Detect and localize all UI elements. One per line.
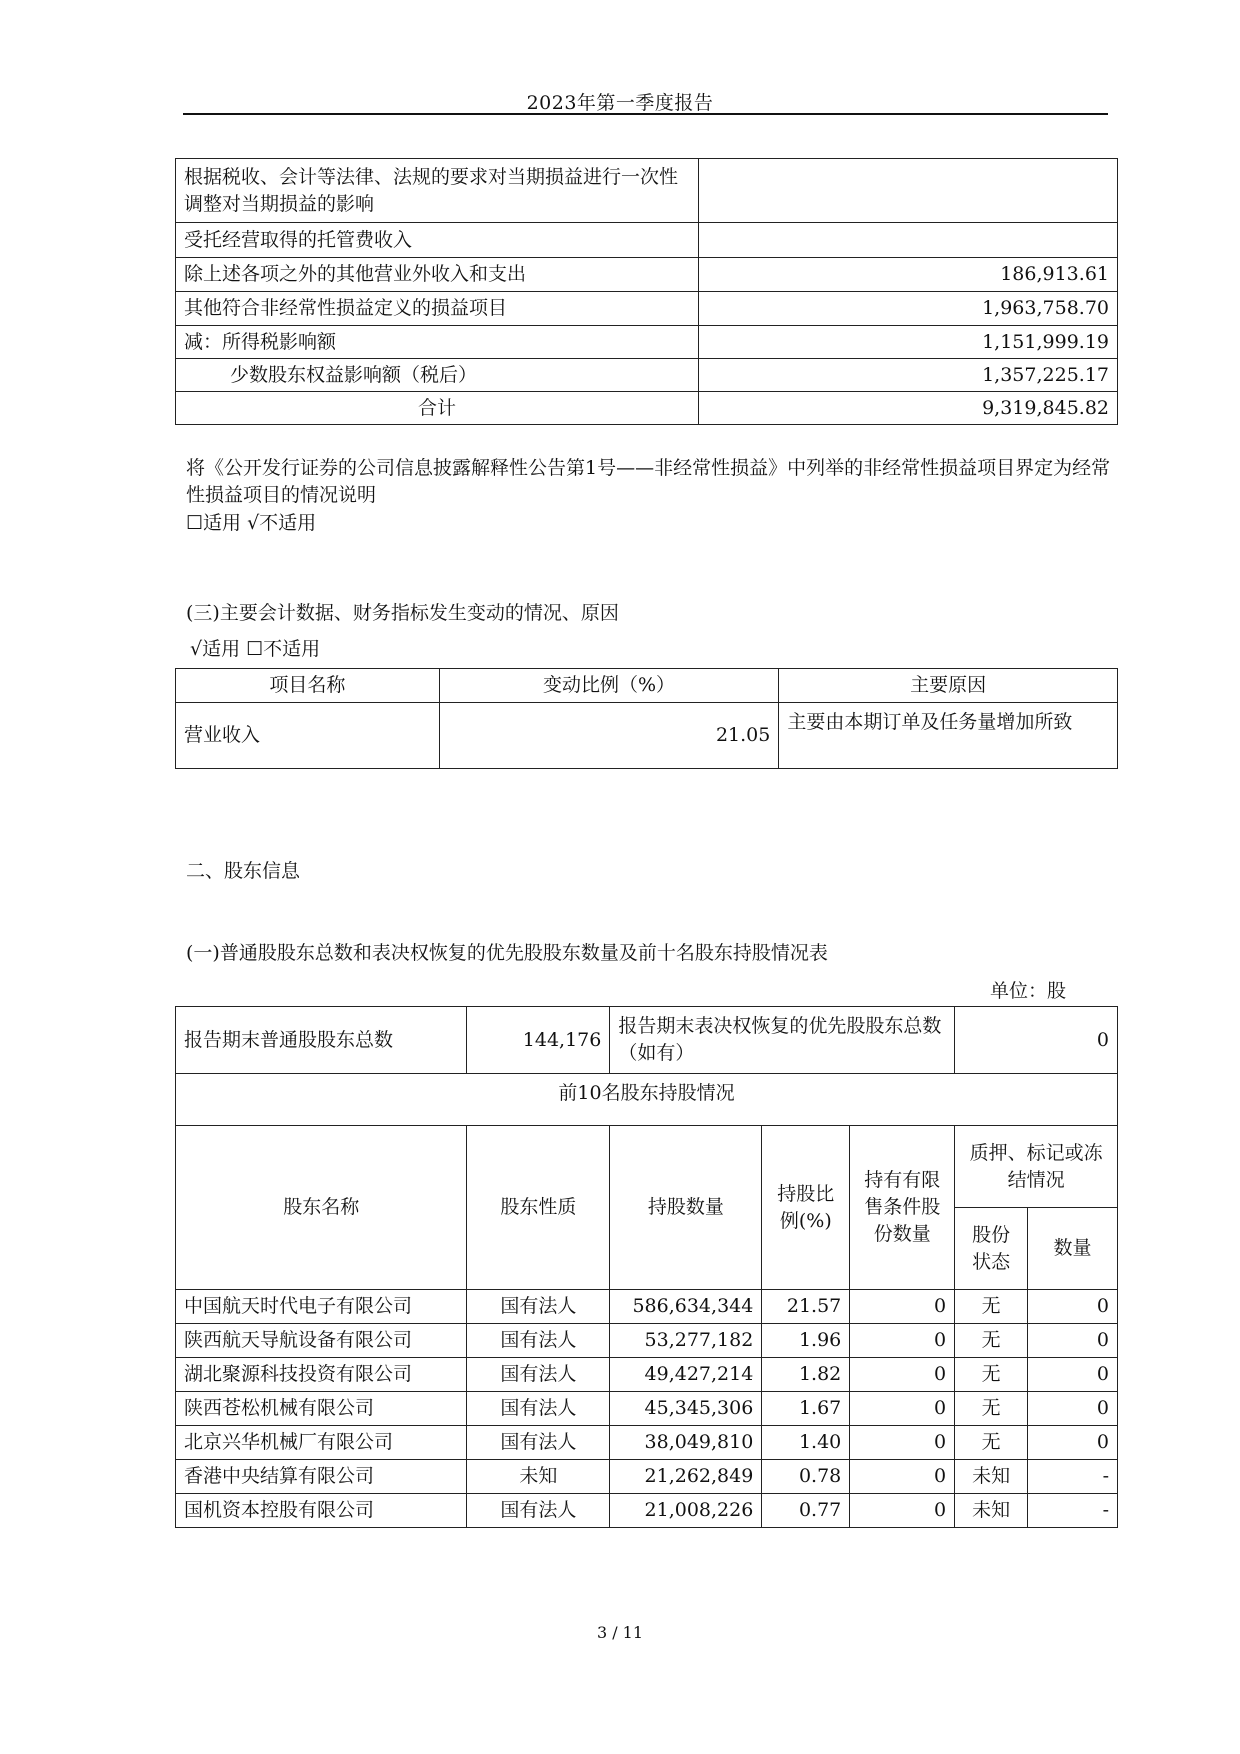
holder-restricted: 0: [850, 1460, 955, 1494]
holder-status: 无: [955, 1392, 1028, 1426]
table-row: [176, 1290, 1118, 1324]
row-label: 少数股东权益影响额（税后）: [176, 359, 699, 392]
col-header-restricted: 持有有限售条件股份数量: [850, 1126, 955, 1290]
ratio-cell: 21.05: [439, 703, 779, 769]
holder-shares: 21,262,849: [610, 1460, 762, 1494]
holder-shares: 38,049,810: [610, 1426, 762, 1460]
row-label: 减：所得税影响额: [176, 326, 699, 359]
holder-nature: 国有法人: [467, 1324, 610, 1358]
col-header-shares: 持股数量: [610, 1126, 762, 1290]
col-header-nature: 股东性质: [467, 1126, 610, 1290]
holder-nature: 国有法人: [467, 1494, 610, 1528]
common-holders-label: 报告期末普通股股东总数: [176, 1007, 467, 1074]
table-row: [176, 326, 1118, 359]
col-header-pledge: 质押、标记或冻结情况: [955, 1126, 1118, 1208]
holder-restricted: 0: [850, 1358, 955, 1392]
row-value: 1,963,758.70: [699, 292, 1118, 326]
holder-ratio: 1.40: [762, 1426, 850, 1460]
holder-ratio: 1.67: [762, 1392, 850, 1426]
note-options: ☐适用 √不适用: [186, 512, 317, 534]
col-header: 项目名称: [176, 669, 440, 703]
row-label: 合计: [176, 392, 699, 425]
holder-qty: 0: [1028, 1324, 1118, 1358]
col-header: 变动比例（%）: [439, 669, 779, 703]
common-holders-value: 144,176: [467, 1007, 610, 1074]
holder-qty: 0: [1028, 1358, 1118, 1392]
holder-qty: 0: [1028, 1426, 1118, 1460]
change-table: [175, 668, 1118, 769]
nonrecurring-table: [175, 158, 1118, 425]
holder-qty: -: [1028, 1460, 1118, 1494]
holder-status: 无: [955, 1290, 1028, 1324]
holder-restricted: 0: [850, 1324, 955, 1358]
item-cell: 营业收入: [176, 703, 440, 769]
page-header-title: 2023年第一季度报告: [526, 92, 714, 114]
holder-name: 中国航天时代电子有限公司: [176, 1290, 467, 1324]
row-value: [699, 159, 1118, 223]
unit-label: 单位：股: [990, 980, 1067, 1002]
section2-subtitle: (一)普通股股东总数和表决权恢复的优先股股东数量及前十名股东持股情况表: [186, 942, 828, 964]
section3-options: √适用 ☐不适用: [190, 638, 321, 660]
page-number: 3 / 11: [596, 1623, 644, 1642]
pref-holders-value: 0: [955, 1007, 1118, 1074]
top10-title-row: [176, 1074, 1118, 1126]
holder-ratio: 0.78: [762, 1460, 850, 1494]
holder-shares: 49,427,214: [610, 1358, 762, 1392]
table-row: [176, 1426, 1118, 1460]
table-row: [176, 1324, 1118, 1358]
holder-restricted: 0: [850, 1426, 955, 1460]
table-row: [176, 292, 1118, 326]
holder-nature: 国有法人: [467, 1290, 610, 1324]
row-label: 除上述各项之外的其他营业外收入和支出: [176, 258, 699, 292]
holder-name: 湖北聚源科技投资有限公司: [176, 1358, 467, 1392]
holder-status: 未知: [955, 1494, 1028, 1528]
table-row: [176, 703, 1118, 769]
section2-title: 二、股东信息: [186, 860, 301, 882]
holder-shares: 21,008,226: [610, 1494, 762, 1528]
row-label: 根据税收、会计等法律、法规的要求对当期损益进行一次性调整对当期损益的影响: [176, 159, 699, 223]
holder-qty: 0: [1028, 1392, 1118, 1426]
holder-status: 未知: [955, 1460, 1028, 1494]
reason-cell: 主要由本期订单及任务量增加所致: [779, 703, 1118, 769]
header-divider: [183, 113, 1108, 115]
note-paragraph: 将《公开发行证券的公司信息披露解释性公告第1号——非经常性损益》中列举的非经常性损益项目界定为经常性损益项目的情况说明: [186, 457, 1111, 506]
holder-name: 北京兴华机械厂有限公司: [176, 1426, 467, 1460]
holder-nature: 国有法人: [467, 1392, 610, 1426]
row-value: [699, 223, 1118, 258]
holder-name: 陕西苍松机械有限公司: [176, 1392, 467, 1426]
holder-restricted: 0: [850, 1494, 955, 1528]
row-value: 1,151,999.19: [699, 326, 1118, 359]
table-row: [176, 1460, 1118, 1494]
holder-shares: 53,277,182: [610, 1324, 762, 1358]
col-header-ratio: 持股比例(%): [762, 1126, 850, 1290]
table-row: [176, 223, 1118, 258]
holder-name: 陕西航天导航设备有限公司: [176, 1324, 467, 1358]
holder-shares: 45,345,306: [610, 1392, 762, 1426]
table-row: [176, 392, 1118, 425]
holder-status: 无: [955, 1324, 1028, 1358]
table-header-row: [176, 1126, 1118, 1208]
holder-restricted: 0: [850, 1392, 955, 1426]
col-header-qty: 数量: [1028, 1208, 1118, 1290]
holder-ratio: 1.96: [762, 1324, 850, 1358]
summary-row: [176, 1007, 1118, 1074]
holder-ratio: 0.77: [762, 1494, 850, 1528]
top10-title: 前10名股东持股情况: [176, 1074, 1118, 1126]
holder-nature: 国有法人: [467, 1426, 610, 1460]
col-header-status: 股份状态: [955, 1208, 1028, 1290]
col-header-name: 股东名称: [176, 1126, 467, 1290]
holder-shares: 586,634,344: [610, 1290, 762, 1324]
shareholders-table: [175, 1006, 1118, 1528]
holder-ratio: 1.82: [762, 1358, 850, 1392]
holder-nature: 国有法人: [467, 1358, 610, 1392]
row-label: 受托经营取得的托管费收入: [176, 223, 699, 258]
table-row: [176, 159, 1118, 223]
holder-status: 无: [955, 1426, 1028, 1460]
row-value: 1,357,225.17: [699, 359, 1118, 392]
holder-name: 香港中央结算有限公司: [176, 1460, 467, 1494]
table-header-row: [176, 669, 1118, 703]
row-label: 其他符合非经常性损益定义的损益项目: [176, 292, 699, 326]
col-header: 主要原因: [779, 669, 1118, 703]
holder-nature: 未知: [467, 1460, 610, 1494]
table-row: [176, 1358, 1118, 1392]
pref-holders-label: 报告期末表决权恢复的优先股股东总数（如有）: [610, 1007, 955, 1074]
table-row: [176, 1494, 1118, 1528]
table-row: [176, 258, 1118, 292]
holder-status: 无: [955, 1358, 1028, 1392]
holder-restricted: 0: [850, 1290, 955, 1324]
holder-ratio: 21.57: [762, 1290, 850, 1324]
row-value: 186,913.61: [699, 258, 1118, 292]
holder-qty: 0: [1028, 1290, 1118, 1324]
row-value: 9,319,845.82: [699, 392, 1118, 425]
table-row: [176, 1392, 1118, 1426]
holder-name: 国机资本控股有限公司: [176, 1494, 467, 1528]
section3-title: (三)主要会计数据、财务指标发生变动的情况、原因: [186, 602, 619, 624]
table-row: [176, 359, 1118, 392]
holder-qty: -: [1028, 1494, 1118, 1528]
